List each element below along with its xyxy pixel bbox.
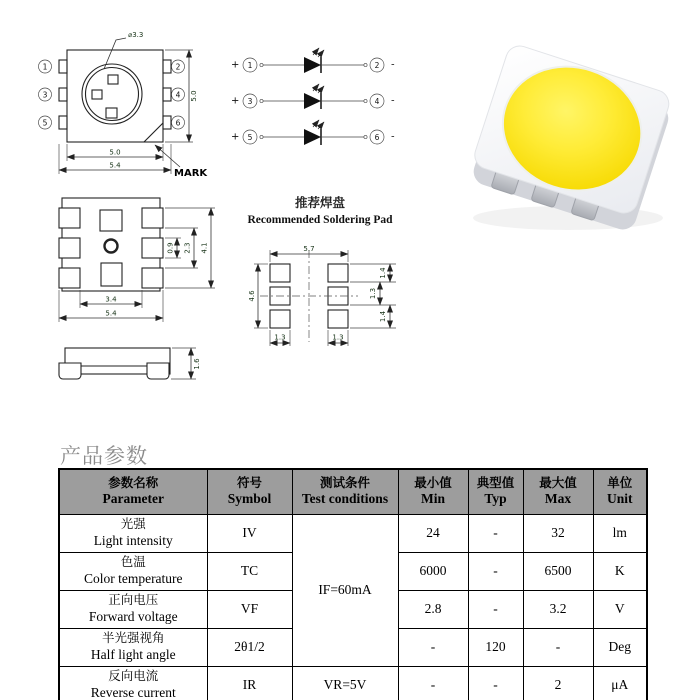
param-cell: 正向电压 Forward voltage [59, 591, 207, 629]
max-cell: - [523, 629, 593, 667]
led-package [466, 42, 676, 233]
svg-text:0.9: 0.9 [166, 242, 175, 254]
svg-text:1.3: 1.3 [369, 287, 377, 300]
svg-text:4.1: 4.1 [200, 242, 209, 254]
thermal-pad-hole [105, 240, 118, 253]
typ-cell: - [468, 515, 523, 553]
svg-text:4.6: 4.6 [248, 290, 256, 302]
header-conditions: 测试条件 Test conditions [292, 469, 398, 515]
svg-text:5.4: 5.4 [109, 161, 121, 170]
header-unit: 单位 Unit [593, 469, 647, 515]
mark-notch [144, 123, 163, 142]
svg-text:1.4: 1.4 [379, 310, 387, 323]
svg-text:3.4: 3.4 [105, 295, 117, 304]
symbol-cell: VF [207, 591, 292, 629]
diameter-label: ⌀3.3 [128, 31, 144, 39]
max-cell: 2 [523, 667, 593, 700]
dimension-annotations [59, 31, 208, 179]
condition-main-cell: IF=60mA [292, 515, 398, 667]
symbol-cell: TC [207, 553, 292, 591]
side-outline [59, 348, 170, 379]
typ-cell: - [468, 553, 523, 591]
svg-text:-: - [391, 95, 395, 107]
pad-outline [260, 250, 358, 342]
table-row [59, 667, 647, 700]
max-cell: 3.2 [523, 591, 593, 629]
top-view-drawing [28, 24, 233, 184]
dimension-annotations [171, 348, 201, 379]
max-cell: 32 [523, 515, 593, 553]
svg-text:6: 6 [374, 133, 380, 142]
header-symbol: 符号 Symbol [207, 469, 292, 515]
svg-text:1.6: 1.6 [193, 358, 201, 370]
circuit-row-3 [231, 120, 395, 145]
unit-cell: Deg [593, 629, 647, 667]
typ-cell: 120 [468, 629, 523, 667]
svg-text:2: 2 [374, 61, 380, 70]
unit-cell: lm [593, 515, 647, 553]
svg-text:1: 1 [42, 62, 48, 72]
symbol-cell: 2θ1/2 [207, 629, 292, 667]
header-parameter: 参数名称 Parameter [59, 469, 207, 515]
svg-text:1: 1 [247, 61, 253, 70]
led-product-photo [448, 26, 700, 238]
svg-text:5.7: 5.7 [303, 245, 315, 253]
svg-text:2: 2 [175, 62, 181, 72]
mark-label: MARK [174, 168, 208, 179]
svg-text:3: 3 [42, 90, 48, 100]
header-typ: 典型值 Typ [468, 469, 523, 515]
pad-title-en: Recommended Soldering Pad [247, 214, 393, 226]
diode-symbol [304, 93, 321, 109]
svg-text:1.3: 1.3 [332, 333, 344, 342]
parameter-table [58, 468, 648, 700]
min-cell: 6000 [398, 553, 468, 591]
svg-text:5.4: 5.4 [105, 309, 117, 318]
typ-cell: - [468, 591, 523, 629]
condition-last-cell: VR=5V [292, 667, 398, 700]
diode-symbol [304, 57, 321, 73]
unit-cell: V [593, 591, 647, 629]
min-cell: 2.8 [398, 591, 468, 629]
package-outline [59, 50, 171, 142]
min-cell: - [398, 629, 468, 667]
svg-text:4: 4 [374, 97, 380, 106]
svg-text:1.3: 1.3 [274, 333, 286, 342]
svg-text:5: 5 [42, 118, 48, 128]
param-cell: 反向电流 Reverse current [59, 667, 207, 700]
circuit-row-2 [231, 84, 395, 109]
solder-pad-drawing [232, 192, 432, 352]
typ-cell: - [468, 667, 523, 700]
symbol-cell: IV [207, 515, 292, 553]
svg-text:4: 4 [175, 90, 181, 100]
min-cell: - [398, 667, 468, 700]
table-header-row [59, 469, 647, 515]
min-cell: 24 [398, 515, 468, 553]
svg-text:5: 5 [247, 133, 253, 142]
side-view-drawing [46, 330, 236, 396]
symbol-cell: IR [207, 667, 292, 700]
header-max: 最大值 Max [523, 469, 593, 515]
page-title: 产品参数 [60, 445, 148, 468]
header-min: 最小值 Min [398, 469, 468, 515]
pad-title-cn: 推荐焊盘 [294, 195, 346, 210]
svg-text:1.4: 1.4 [379, 267, 387, 279]
param-cell: 色温 Color temperature [59, 553, 207, 591]
svg-text:6: 6 [175, 118, 181, 128]
bottom-view-drawing [40, 186, 232, 336]
table-row [59, 515, 647, 553]
diode-symbol [304, 129, 321, 145]
unit-cell: K [593, 553, 647, 591]
svg-text:2.3: 2.3 [183, 242, 192, 254]
circuit-row-1 [231, 48, 395, 73]
dimension-annotations [59, 208, 215, 322]
svg-text:+: + [231, 131, 240, 143]
unit-cell: μA [593, 667, 647, 700]
svg-text:5.0: 5.0 [109, 148, 121, 157]
svg-text:-: - [391, 59, 395, 71]
svg-text:3: 3 [247, 97, 253, 106]
param-cell: 半光强视角 Half light angle [59, 629, 207, 667]
param-cell: 光强 Light intensity [59, 515, 207, 553]
svg-text:-: - [391, 131, 395, 143]
svg-text:5.0: 5.0 [190, 90, 198, 102]
svg-text:+: + [231, 95, 240, 107]
bottom-outline [59, 198, 163, 291]
svg-text:+: + [231, 59, 240, 71]
max-cell: 6500 [523, 553, 593, 591]
circuit-diagram [228, 46, 403, 154]
